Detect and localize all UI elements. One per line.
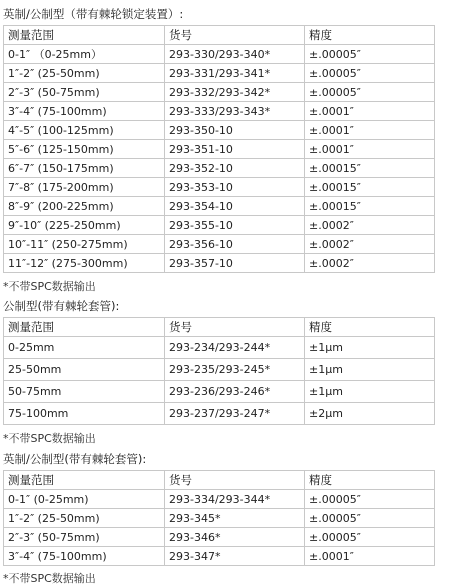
- table-row: [4, 45, 435, 64]
- part-number-cell: 293-353-10: [165, 178, 305, 197]
- accuracy-cell: ±.00005″: [305, 64, 435, 83]
- part-number-cell: 293-236/293-246*: [165, 381, 305, 403]
- part-number-cell: 293-356-10: [165, 235, 305, 254]
- table-row: [4, 490, 435, 509]
- table-row: [4, 64, 435, 83]
- range-cell: 50-75mm: [4, 381, 165, 403]
- accuracy-cell: ±.0002″: [305, 235, 435, 254]
- accuracy-cell: ±.0001″: [305, 140, 435, 159]
- table-row: [4, 509, 435, 528]
- spec-table-3: [3, 470, 435, 566]
- table-row: [4, 216, 435, 235]
- range-cell: 1″-2″ (25-50mm): [4, 64, 165, 83]
- range-cell: 6″-7″ (150-175mm): [4, 159, 165, 178]
- part-number-cell: 293-333/293-343*: [165, 102, 305, 121]
- header-accuracy: 精度: [305, 318, 435, 337]
- spec-table-2: [3, 317, 435, 425]
- range-cell: 25-50mm: [4, 359, 165, 381]
- section-1-title: 英制/公制型（带有棘轮锁定装置）:: [3, 7, 184, 21]
- accuracy-cell: ±2μm: [305, 403, 435, 425]
- table-row: [4, 381, 435, 403]
- part-number-cell: 293-334/293-344*: [165, 490, 305, 509]
- accuracy-cell: ±1μm: [305, 381, 435, 403]
- accuracy-cell: ±.00015″: [305, 178, 435, 197]
- header-part-number: 货号: [165, 471, 305, 490]
- part-number-cell: 293-355-10: [165, 216, 305, 235]
- table-row: [4, 121, 435, 140]
- range-cell: 2″-3″ (50-75mm): [4, 528, 165, 547]
- accuracy-cell: ±.00005″: [305, 45, 435, 64]
- part-number-cell: 293-354-10: [165, 197, 305, 216]
- part-number-cell: 293-235/293-245*: [165, 359, 305, 381]
- section-2-note: *不带SPC数据输出: [3, 432, 96, 445]
- header-accuracy: 精度: [305, 26, 435, 45]
- table-row: [4, 359, 435, 381]
- part-number-cell: 293-346*: [165, 528, 305, 547]
- section-1-note: *不带SPC数据输出: [3, 280, 96, 293]
- range-cell: 0-1″ （0-25mm）: [4, 45, 165, 64]
- part-number-cell: 293-347*: [165, 547, 305, 566]
- section-3-rows: [4, 490, 435, 566]
- accuracy-cell: ±.00005″: [305, 509, 435, 528]
- header-part-number: 货号: [165, 26, 305, 45]
- range-cell: 10″-11″ (250-275mm): [4, 235, 165, 254]
- table-row: [4, 235, 435, 254]
- accuracy-cell: ±.0001″: [305, 121, 435, 140]
- table-row: [4, 337, 435, 359]
- part-number-cell: 293-331/293-341*: [165, 64, 305, 83]
- table-row: [4, 178, 435, 197]
- range-cell: 1″-2″ (25-50mm): [4, 509, 165, 528]
- range-cell: 9″-10″ (225-250mm): [4, 216, 165, 235]
- part-number-cell: 293-352-10: [165, 159, 305, 178]
- table-row: [4, 197, 435, 216]
- section-2-title: 公制型(带有棘轮套管):: [3, 299, 120, 313]
- table-row: [4, 102, 435, 121]
- part-number-cell: 293-357-10: [165, 254, 305, 273]
- accuracy-cell: ±1μm: [305, 359, 435, 381]
- section-3-title: 英制/公制型(带有棘轮套管):: [3, 452, 147, 466]
- accuracy-cell: ±.00015″: [305, 159, 435, 178]
- range-cell: 11″-12″ (275-300mm): [4, 254, 165, 273]
- table-row: [4, 83, 435, 102]
- range-cell: 0-1″ (0-25mm): [4, 490, 165, 509]
- table-header-row: [4, 26, 435, 45]
- accuracy-cell: ±.00005″: [305, 490, 435, 509]
- table-header-row: [4, 318, 435, 337]
- spec-table-1: [3, 25, 435, 273]
- range-cell: 8″-9″ (200-225mm): [4, 197, 165, 216]
- range-cell: 75-100mm: [4, 403, 165, 425]
- part-number-cell: 293-330/293-340*: [165, 45, 305, 64]
- range-cell: 0-25mm: [4, 337, 165, 359]
- table-row: [4, 403, 435, 425]
- range-cell: 2″-3″ (50-75mm): [4, 83, 165, 102]
- part-number-cell: 293-345*: [165, 509, 305, 528]
- section-3-note: *不带SPC数据输出: [3, 572, 96, 585]
- header-accuracy: 精度: [305, 471, 435, 490]
- part-number-cell: 293-332/293-342*: [165, 83, 305, 102]
- section-2-rows: [4, 337, 435, 425]
- range-cell: 5″-6″ (125-150mm): [4, 140, 165, 159]
- accuracy-cell: ±.0002″: [305, 254, 435, 273]
- part-number-cell: 293-234/293-244*: [165, 337, 305, 359]
- range-cell: 7″-8″ (175-200mm): [4, 178, 165, 197]
- accuracy-cell: ±.0001″: [305, 547, 435, 566]
- accuracy-cell: ±1μm: [305, 337, 435, 359]
- accuracy-cell: ±.0001″: [305, 102, 435, 121]
- table-row: [4, 140, 435, 159]
- table-row: [4, 528, 435, 547]
- accuracy-cell: ±.0002″: [305, 216, 435, 235]
- table-row: [4, 159, 435, 178]
- section-1-rows: [4, 45, 435, 273]
- part-number-cell: 293-237/293-247*: [165, 403, 305, 425]
- accuracy-cell: ±.00005″: [305, 528, 435, 547]
- part-number-cell: 293-351-10: [165, 140, 305, 159]
- range-cell: 4″-5″ (100-125mm): [4, 121, 165, 140]
- header-part-number: 货号: [165, 318, 305, 337]
- header-range: 测量范围: [4, 471, 165, 490]
- accuracy-cell: ±.00015″: [305, 197, 435, 216]
- accuracy-cell: ±.00005″: [305, 83, 435, 102]
- part-number-cell: 293-350-10: [165, 121, 305, 140]
- table-row: [4, 547, 435, 566]
- range-cell: 3″-4″ (75-100mm): [4, 547, 165, 566]
- table-header-row: [4, 471, 435, 490]
- range-cell: 3″-4″ (75-100mm): [4, 102, 165, 121]
- header-range: 测量范围: [4, 318, 165, 337]
- header-range: 测量范围: [4, 26, 165, 45]
- table-row: [4, 254, 435, 273]
